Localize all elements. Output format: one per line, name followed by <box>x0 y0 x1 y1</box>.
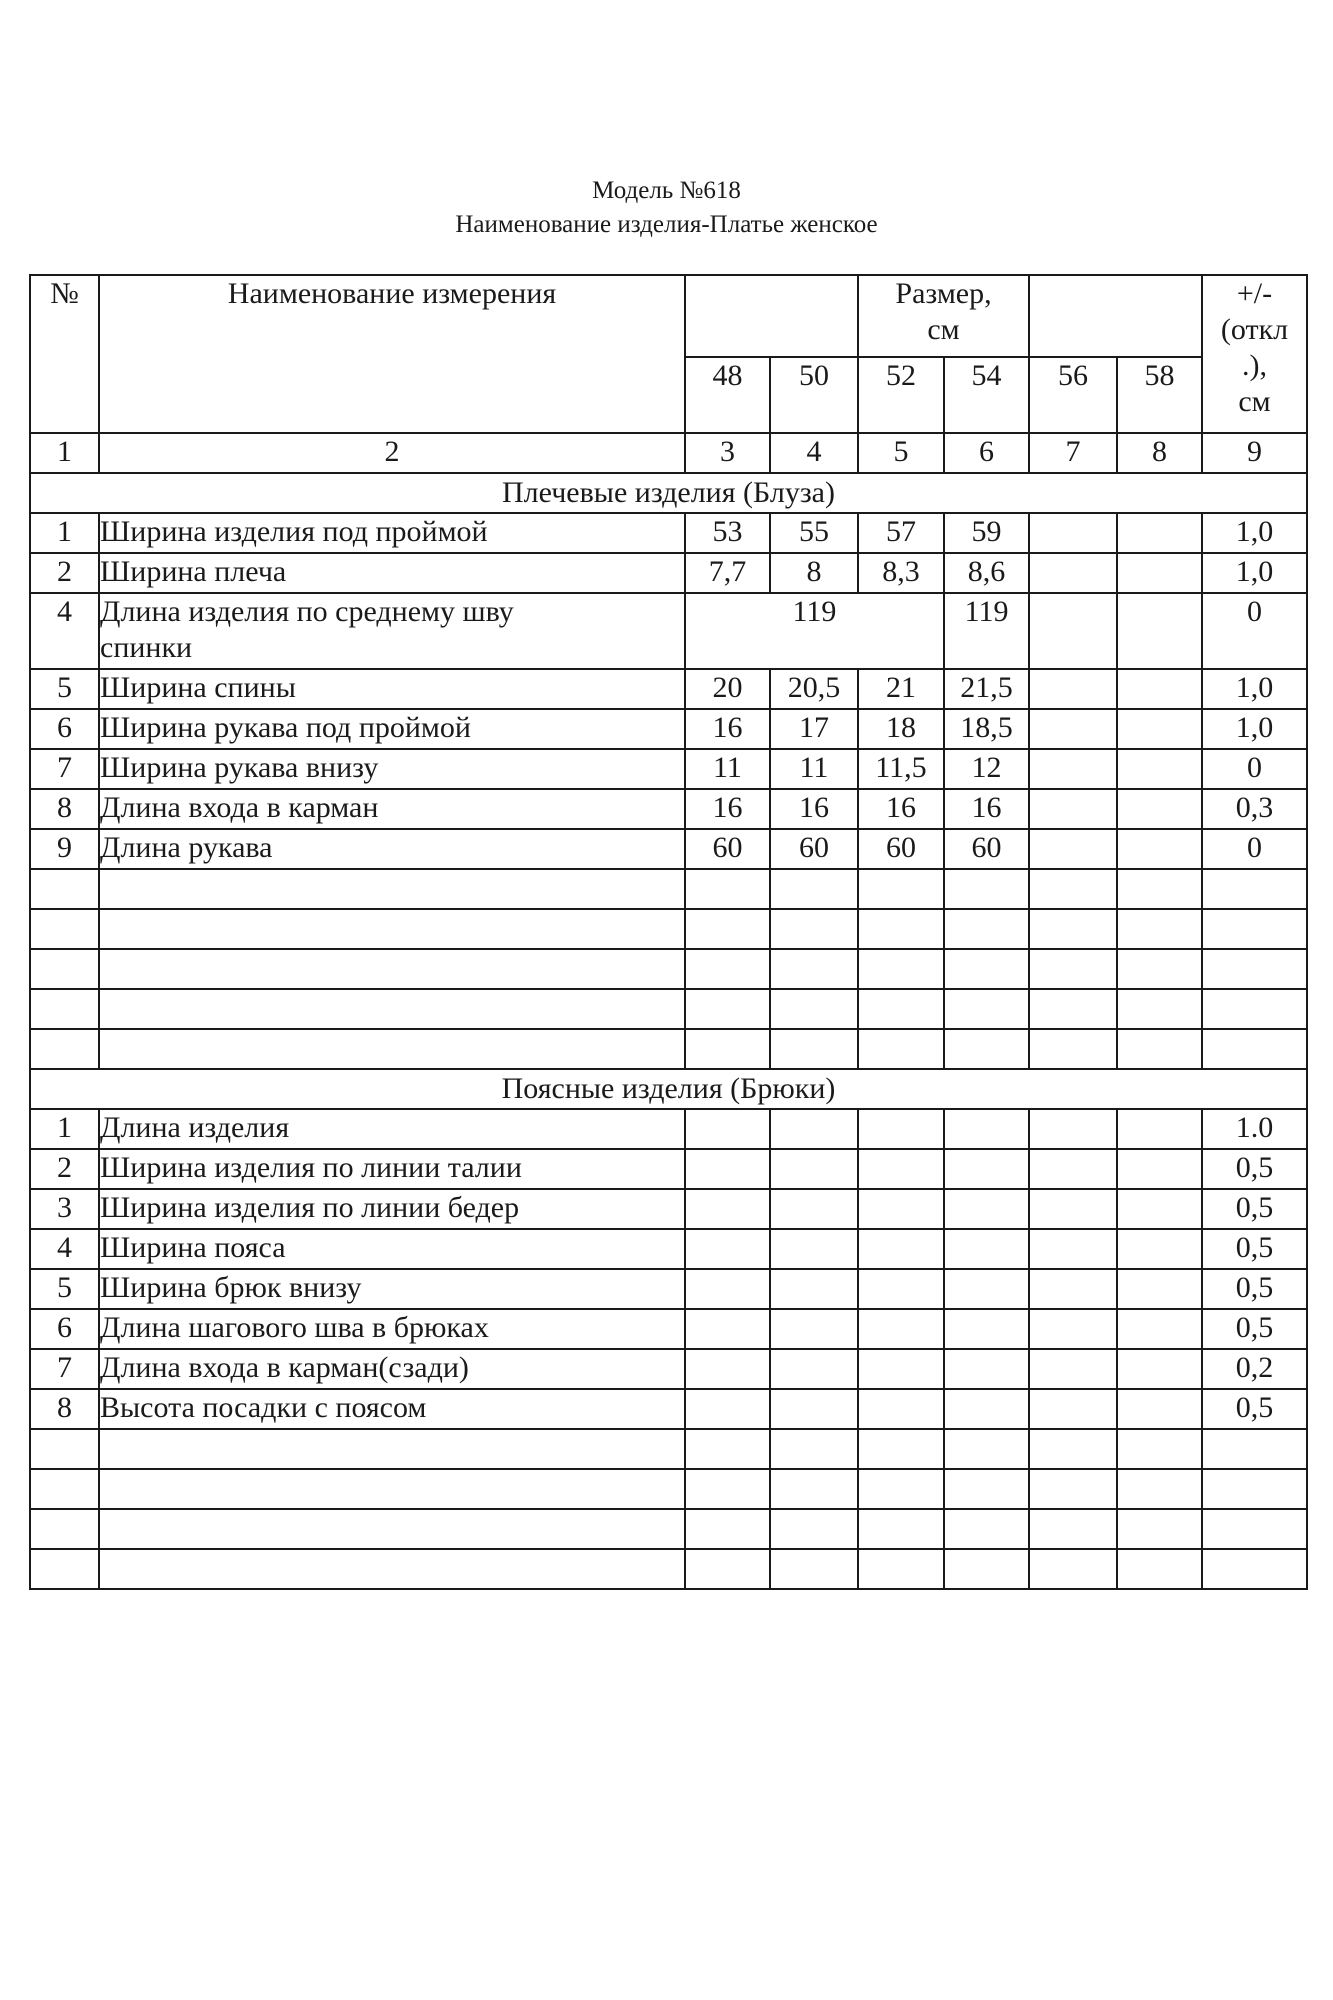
table-row <box>30 1309 1307 1349</box>
row-value <box>1029 829 1117 869</box>
column-number: 2 <box>99 433 685 473</box>
row-value: 57 <box>858 513 944 553</box>
size-header: 52 <box>858 357 944 433</box>
row-value <box>1117 789 1202 829</box>
row-value: 20,5 <box>770 669 858 709</box>
row-value: 11 <box>770 749 858 789</box>
row-tolerance: 0,5 <box>1202 1389 1307 1429</box>
size-header: 56 <box>1029 357 1117 433</box>
row-value: 53 <box>685 513 770 553</box>
row-value <box>1029 513 1117 553</box>
row-name: Длина входа в карман(сзади) <box>99 1349 685 1389</box>
tolerance-line3: .), <box>1242 349 1268 382</box>
row-value: 60 <box>685 829 770 869</box>
header-size-blank-right <box>1029 275 1202 357</box>
row-name: Ширина рукава под проймой <box>99 709 685 749</box>
table-row <box>30 1349 1307 1389</box>
size-header: 58 <box>1117 357 1202 433</box>
row-value: 16 <box>685 789 770 829</box>
row-number: 6 <box>30 1309 99 1349</box>
row-number: 9 <box>30 829 99 869</box>
row-value: 55 <box>770 513 858 553</box>
column-number: 7 <box>1029 433 1117 473</box>
table-row <box>30 789 1307 829</box>
row-value: 119 <box>944 593 1029 669</box>
row-number: 4 <box>30 1229 99 1269</box>
empty-row <box>30 949 1307 989</box>
table-row <box>30 1189 1307 1229</box>
row-value-merged: 119 <box>685 593 944 669</box>
column-number: 6 <box>944 433 1029 473</box>
row-value: 18 <box>858 709 944 749</box>
column-number: 5 <box>858 433 944 473</box>
section-title-trousers: Поясные изделия (Брюки) <box>30 1069 1307 1109</box>
row-value: 16 <box>685 709 770 749</box>
row-number: 1 <box>30 1109 99 1149</box>
row-name: Ширина пояса <box>99 1229 685 1269</box>
row-name: Длина изделия <box>99 1109 685 1149</box>
empty-row <box>30 989 1307 1029</box>
row-value: 11,5 <box>858 749 944 789</box>
row-value: 7,7 <box>685 553 770 593</box>
row-tolerance: 0,2 <box>1202 1349 1307 1389</box>
row-number: 7 <box>30 749 99 789</box>
row-value: 8,6 <box>944 553 1029 593</box>
row-value: 16 <box>858 789 944 829</box>
row-name-line1: Длина изделия по среднему шву <box>100 595 514 628</box>
table-row <box>30 749 1307 789</box>
row-value <box>1029 553 1117 593</box>
table-row <box>30 1109 1307 1149</box>
table-row <box>30 1269 1307 1309</box>
row-number: 5 <box>30 1269 99 1309</box>
row-value: 17 <box>770 709 858 749</box>
column-number: 4 <box>770 433 858 473</box>
row-number: 3 <box>30 1189 99 1229</box>
row-tolerance: 0,3 <box>1202 789 1307 829</box>
row-name: Ширина изделия под проймой <box>99 513 685 553</box>
empty-row <box>30 1549 1307 1589</box>
header-size-blank-left <box>685 275 858 357</box>
row-value <box>1117 749 1202 789</box>
row-value: 60 <box>944 829 1029 869</box>
column-number: 9 <box>1202 433 1307 473</box>
row-name: Длина рукава <box>99 829 685 869</box>
header-number: № <box>30 275 99 433</box>
row-value: 59 <box>944 513 1029 553</box>
size-label-line1: Размер, <box>895 277 992 310</box>
row-value: 60 <box>770 829 858 869</box>
row-number: 5 <box>30 669 99 709</box>
row-number: 2 <box>30 553 99 593</box>
row-tolerance: 1,0 <box>1202 669 1307 709</box>
row-name <box>99 593 685 669</box>
row-tolerance: 0,5 <box>1202 1149 1307 1189</box>
row-number: 2 <box>30 1149 99 1189</box>
model-title: Модель №618 <box>592 177 741 204</box>
tolerance-line1: +/- <box>1236 277 1273 310</box>
table-row <box>30 553 1307 593</box>
size-header: 48 <box>685 357 770 433</box>
row-name: Высота посадки с поясом <box>99 1389 685 1429</box>
row-name-line2: спинки <box>100 631 193 664</box>
row-number: 1 <box>30 513 99 553</box>
row-tolerance: 0,5 <box>1202 1309 1307 1349</box>
row-tolerance: 1,0 <box>1202 513 1307 553</box>
row-value-empty <box>1029 593 1117 669</box>
row-value: 11 <box>685 749 770 789</box>
row-name: Ширина изделия по линии талии <box>99 1149 685 1189</box>
measurement-table <box>29 274 1308 1590</box>
empty-row <box>30 1029 1307 1069</box>
row-name: Ширина спины <box>99 669 685 709</box>
size-header: 50 <box>770 357 858 433</box>
row-value <box>1029 709 1117 749</box>
row-value: 16 <box>944 789 1029 829</box>
table-row <box>30 829 1307 869</box>
row-value <box>1117 513 1202 553</box>
row-value: 16 <box>770 789 858 829</box>
row-number: 7 <box>30 1349 99 1389</box>
header-measurement-name: Наименование измерения <box>99 275 685 433</box>
empty-row <box>30 1429 1307 1469</box>
row-number: 6 <box>30 709 99 749</box>
table-row <box>30 669 1307 709</box>
row-value: 12 <box>944 749 1029 789</box>
column-number: 1 <box>30 433 99 473</box>
row-value-empty <box>1117 593 1202 669</box>
empty-row <box>30 909 1307 949</box>
row-value <box>1029 789 1117 829</box>
row-tolerance: 1.0 <box>1202 1109 1307 1149</box>
row-number: 8 <box>30 1389 99 1429</box>
empty-row <box>30 1469 1307 1509</box>
row-tolerance: 1,0 <box>1202 709 1307 749</box>
row-name: Ширина изделия по линии бедер <box>99 1189 685 1229</box>
tolerance-line2: (откл <box>1220 313 1289 346</box>
header-size-label <box>858 275 1029 357</box>
empty-row <box>30 869 1307 909</box>
row-name: Ширина плеча <box>99 553 685 593</box>
table-row <box>30 1229 1307 1269</box>
row-tolerance: 1,0 <box>1202 553 1307 593</box>
table-row <box>30 593 1307 669</box>
row-tolerance: 0,5 <box>1202 1229 1307 1269</box>
row-number: 4 <box>30 593 99 669</box>
row-value: 60 <box>858 829 944 869</box>
table-row <box>30 1149 1307 1189</box>
row-tolerance: 0,5 <box>1202 1189 1307 1229</box>
table-row <box>30 513 1307 553</box>
size-header: 54 <box>944 357 1029 433</box>
row-value <box>1117 669 1202 709</box>
empty-row <box>30 1509 1307 1549</box>
column-number: 8 <box>1117 433 1202 473</box>
row-number: 8 <box>30 789 99 829</box>
row-value: 21,5 <box>944 669 1029 709</box>
row-value <box>1117 553 1202 593</box>
row-value: 20 <box>685 669 770 709</box>
row-tolerance: 0 <box>1202 749 1307 789</box>
row-name: Длина входа в карман <box>99 789 685 829</box>
row-value <box>1029 749 1117 789</box>
row-tolerance: 0 <box>1202 829 1307 869</box>
row-value: 21 <box>858 669 944 709</box>
table-row <box>30 709 1307 749</box>
row-value <box>1117 829 1202 869</box>
section-title-blouse: Плечевые изделия (Блуза) <box>30 473 1307 513</box>
row-tolerance: 0 <box>1202 593 1307 669</box>
size-label-line2: см <box>927 313 960 346</box>
row-value: 8,3 <box>858 553 944 593</box>
row-value: 18,5 <box>944 709 1029 749</box>
tolerance-line4: см <box>1238 385 1271 418</box>
row-name: Ширина рукава внизу <box>99 749 685 789</box>
table-row <box>30 1389 1307 1429</box>
row-value <box>1029 669 1117 709</box>
header-tolerance <box>1202 275 1307 433</box>
row-value <box>1117 709 1202 749</box>
row-tolerance: 0,5 <box>1202 1269 1307 1309</box>
product-title: Наименование изделия-Платье женское <box>455 211 878 238</box>
row-value: 8 <box>770 553 858 593</box>
column-number: 3 <box>685 433 770 473</box>
row-name: Длина шагового шва в брюках <box>99 1309 685 1349</box>
row-name: Ширина брюк внизу <box>99 1269 685 1309</box>
